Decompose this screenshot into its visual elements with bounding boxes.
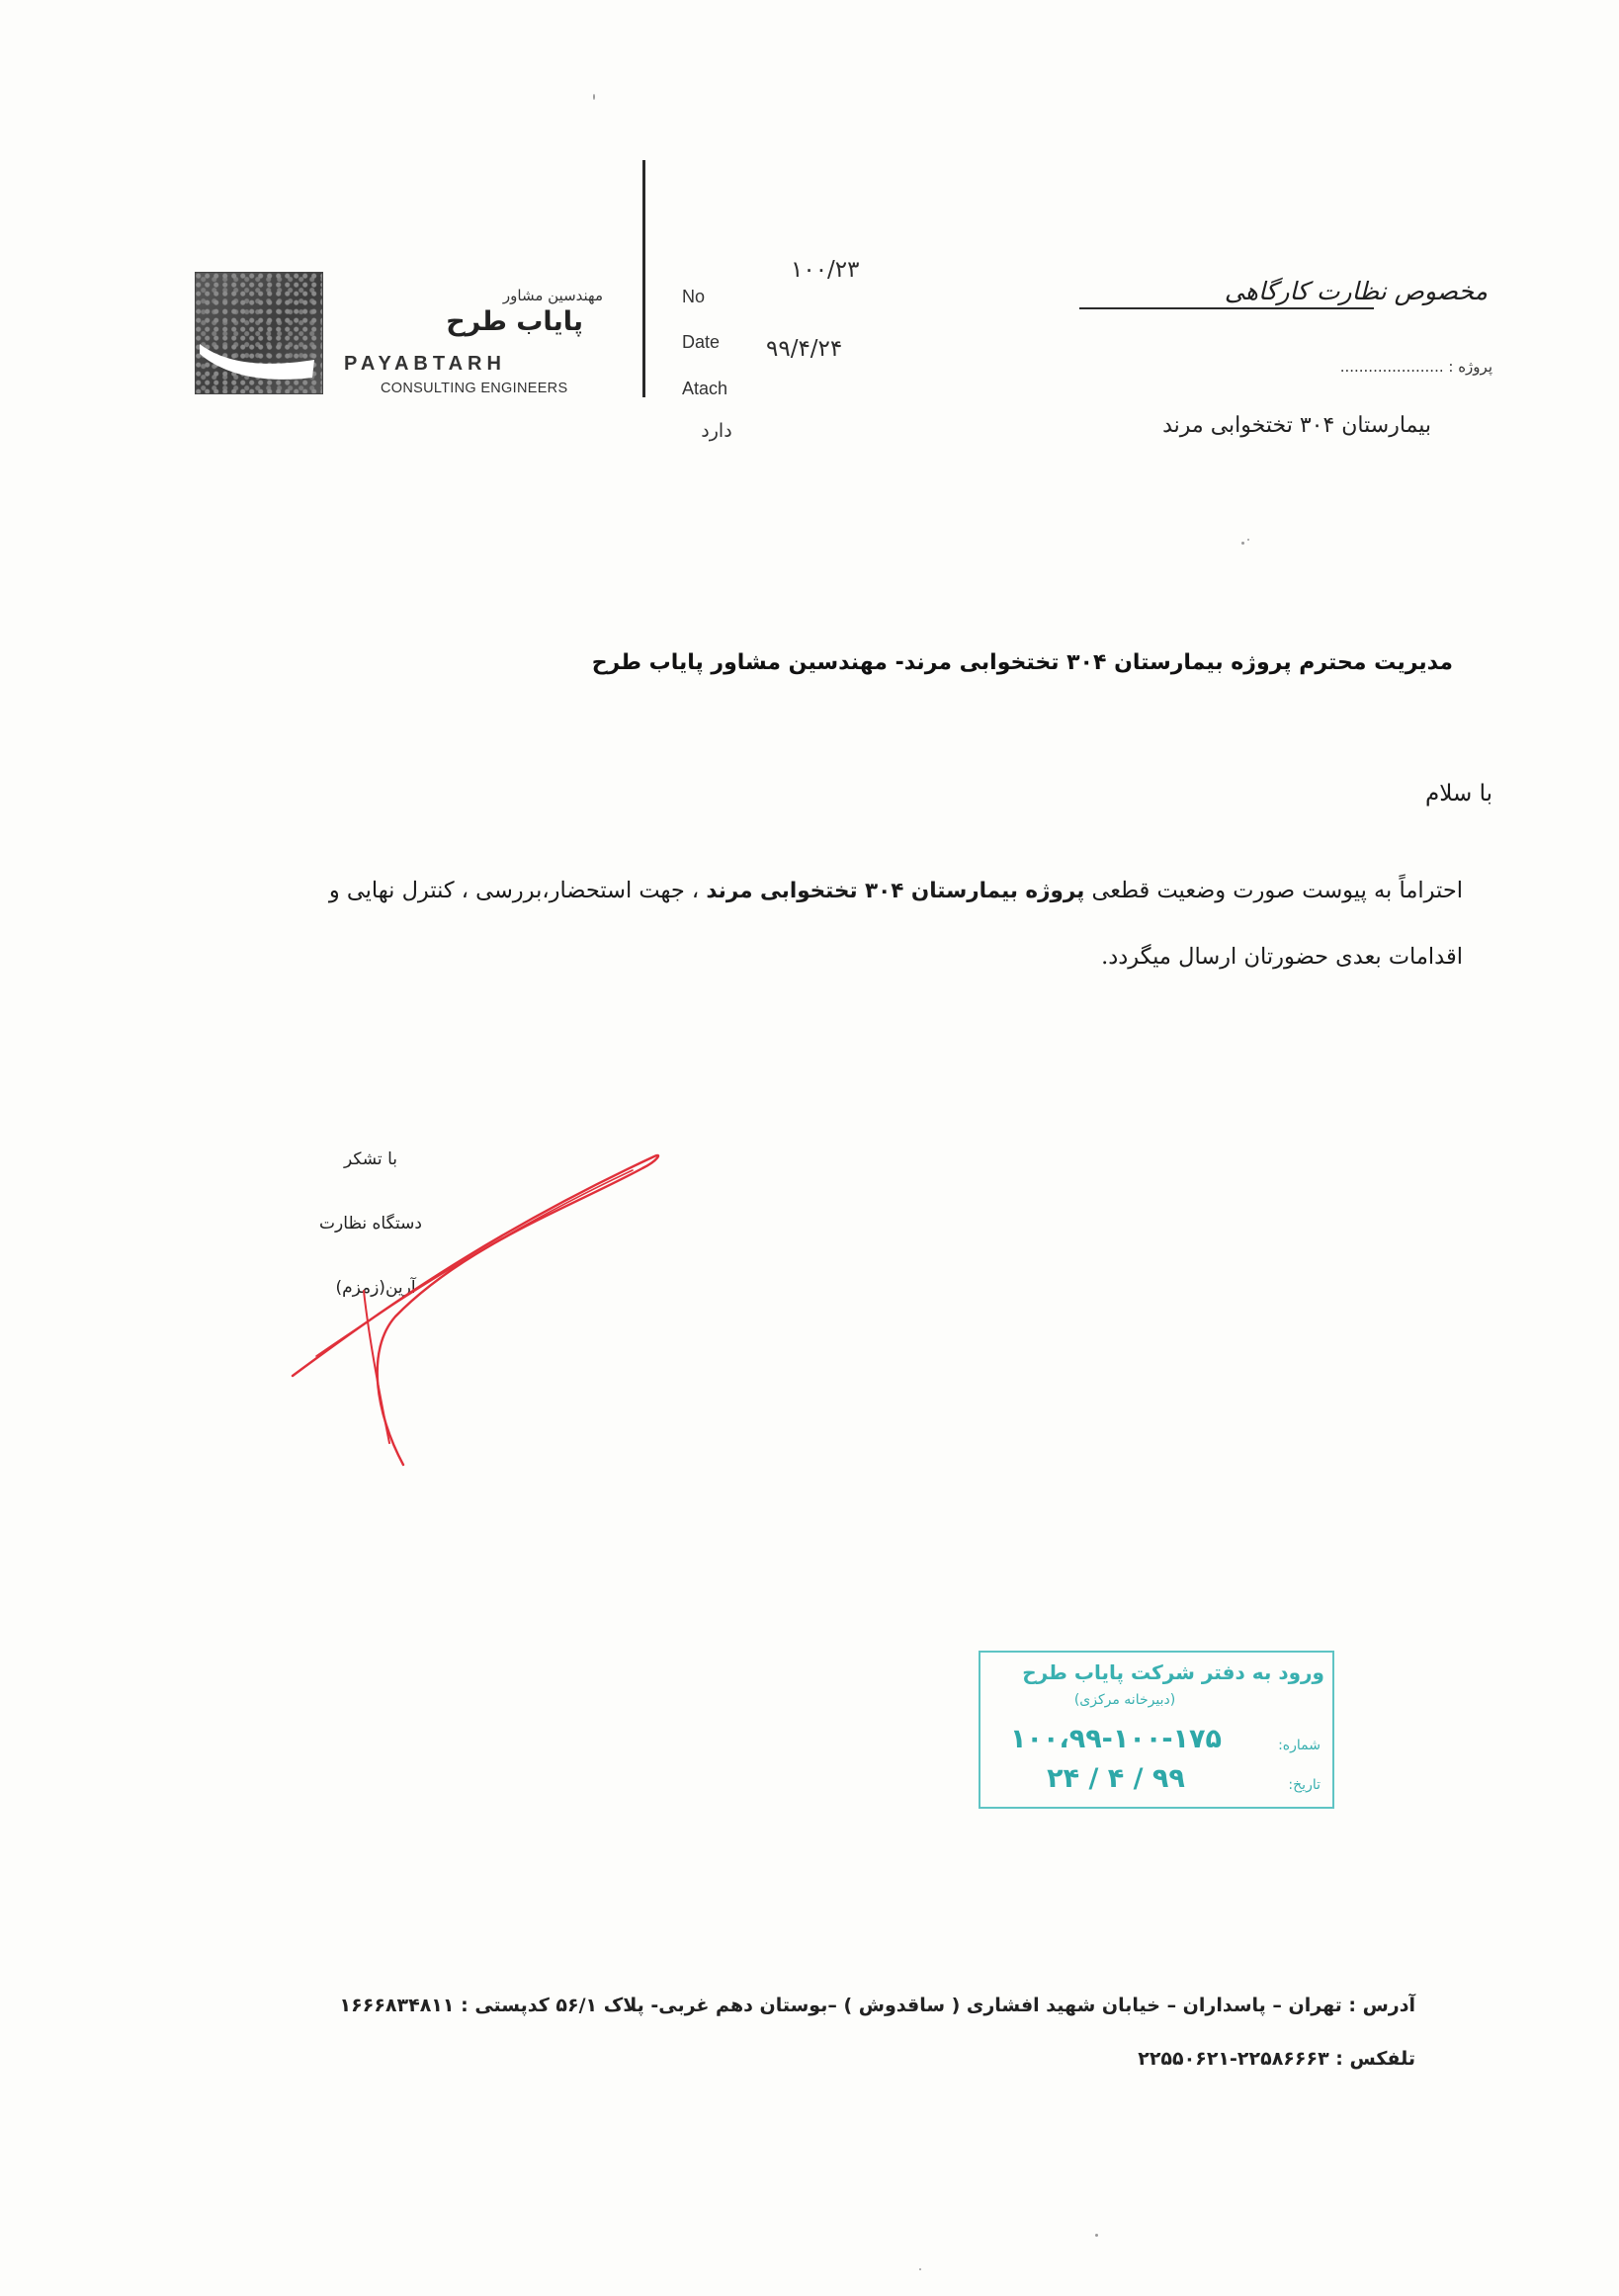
project-name: بیمارستان ۳۰۴ تختخوابی مرند bbox=[1162, 413, 1431, 438]
receipt-stamp bbox=[979, 1651, 1334, 1809]
stamp-date-label: تاریخ: bbox=[1288, 1777, 1321, 1793]
scan-speck bbox=[593, 94, 595, 100]
logo-swoosh-icon bbox=[196, 273, 322, 393]
signature-office: دستگاه نظارت bbox=[319, 1214, 422, 1233]
letter-recipient: مدیریت محترم پروژه بیمارستان ۳۰۴ تختخوابی مرند- مهندسین مشاور پایاب طرح bbox=[591, 650, 1453, 675]
footer-phone: تلفکس : ۲۲۵۸۶۶۶۳-۲۲۵۵۰۶۲۱ bbox=[1138, 2048, 1415, 2070]
letter-number-label: No bbox=[682, 287, 706, 306]
company-name-en: PAYABTARH bbox=[344, 353, 506, 375]
signature-name: آرین(زمزم) bbox=[335, 1278, 416, 1298]
stamp-number-label: شماره: bbox=[1278, 1738, 1321, 1753]
letter-body-line-1 bbox=[40, 878, 1463, 903]
letter-body-line-2: اقدامات بعدی حضورتان ارسال میگردد. bbox=[1101, 944, 1463, 970]
stamp-number-value: ۱۰۰،۹۹-۱۰۰-۱۷۵ bbox=[1010, 1724, 1222, 1754]
scan-speck bbox=[1241, 542, 1244, 545]
body-text-pre: احتراماً به پیوست صورت وضعیت قطعی bbox=[1084, 878, 1463, 903]
supervision-underline bbox=[1079, 307, 1374, 309]
header-divider bbox=[642, 160, 645, 397]
letter-attach-value: دارد bbox=[701, 420, 732, 442]
scan-speck bbox=[1247, 539, 1249, 541]
company-name-fa: پایاب طرح bbox=[446, 306, 583, 337]
scan-speck bbox=[1095, 2234, 1098, 2237]
company-subtitle-en: CONSULTING ENGINEERS bbox=[381, 381, 568, 396]
stamp-title: ورود به دفتر شرکت پایاب طرح bbox=[1022, 1660, 1324, 1684]
company-logo bbox=[195, 272, 323, 394]
letter-attach-label: Atach bbox=[682, 379, 728, 398]
stamp-subtitle: (دبیرخانه مرکزی) bbox=[1073, 1692, 1176, 1708]
letter-greeting: با سلام bbox=[1425, 781, 1492, 807]
scan-speck bbox=[919, 2268, 921, 2270]
company-type-fa: مهندسین مشاور bbox=[502, 287, 603, 304]
body-text-project: پروژه بیمارستان ۳۰۴ تختخوابی مرند bbox=[706, 879, 1085, 903]
letter-date-value: ۹۹/۴/۲۴ bbox=[766, 336, 843, 362]
signature-thanks: با تشکر bbox=[344, 1149, 397, 1169]
letter-number-value: ۱۰۰/۲۳ bbox=[791, 257, 860, 283]
stamp-date-value: ۹۹ / ۴ / ۲۴ bbox=[1047, 1763, 1185, 1794]
letter-date-label: Date bbox=[682, 332, 721, 352]
handwritten-signature bbox=[287, 1147, 662, 1473]
body-text-post: ، جهت استحضار،بررسی ، کنترل نهایی و bbox=[328, 878, 700, 903]
project-label: پروژه : ...................... bbox=[1339, 358, 1492, 376]
footer-address: آدرس : تهران – پاسداران – خیابان شهید افشاری ( ساقدوش ) –بوستان دهم غربی- پلاک ۵۶/۱ کدپستی : ۱۶۶۶۸۳۴۸۱۱ bbox=[339, 1995, 1415, 2016]
supervision-title: مخصوص نظارت کارگاهی bbox=[1224, 277, 1488, 305]
